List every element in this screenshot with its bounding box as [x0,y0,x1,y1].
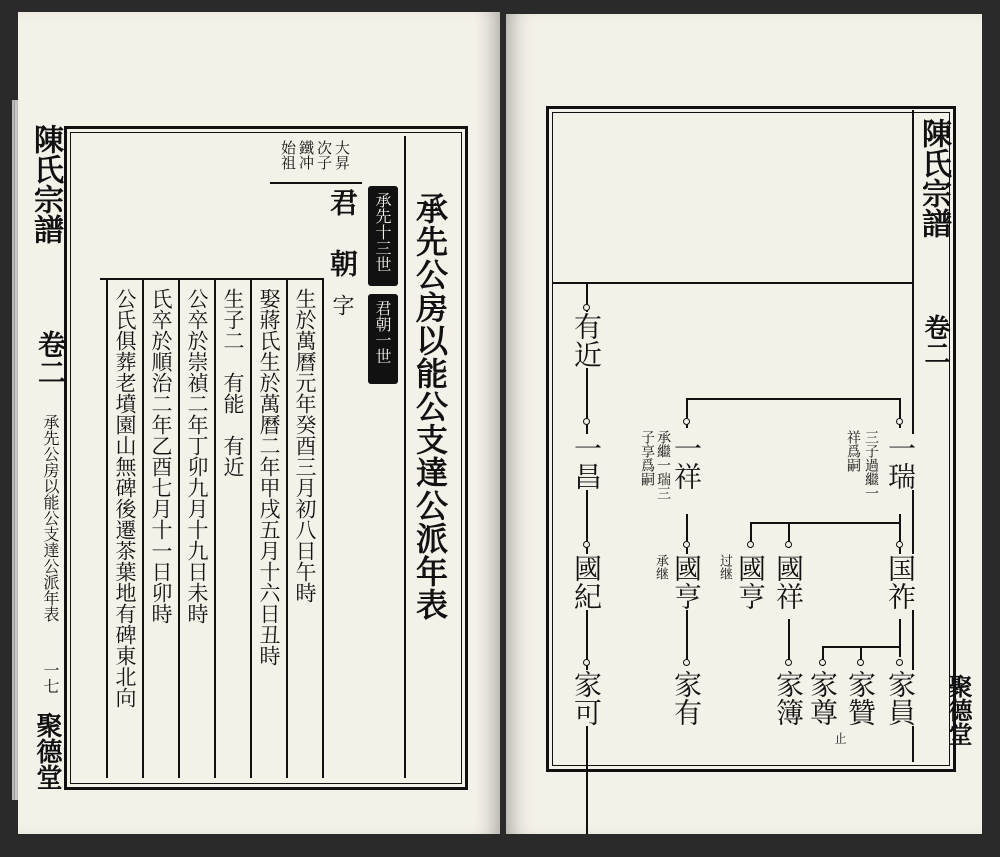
col-rule-1 [322,278,324,778]
node-yixiang: 一祥 [670,434,703,490]
note-yixiang-b: 承繼一瑞三 [655,430,671,500]
node-jiabu: 家簿 [772,670,805,726]
node-guoji: 國紀 [570,554,603,610]
node-guoheng-2: 國亨 [734,554,767,610]
node-jiazun: 家尊 [806,670,839,726]
margin-title: 陳氏宗譜 [28,124,63,244]
node-guoxiang: 國祥 [772,554,805,610]
left-page [18,12,500,834]
note-guoheng-2: 过继 [717,554,732,580]
person-name: 君 朝 [326,188,359,277]
node-dot [747,541,754,548]
node-dot [583,304,590,311]
node-dot [896,541,903,548]
right-margin-volume: 卷二 [920,314,950,366]
page-number: 一七 [41,662,60,694]
right-margin-title: 陳氏宗譜 [916,118,951,238]
node-youjin: 有近 [570,312,603,368]
margin-volume: 卷二 [34,330,67,386]
record-birth: 生於萬曆元年癸酉三月初八日午時 [293,288,317,603]
col-rule-3 [250,278,252,778]
node-dot [785,659,792,666]
right-hall-name: 聚德堂 [944,674,973,746]
header-rule [552,282,912,284]
record-burial: 公氏俱葬老墳園山無碑後遷茶葉地有碑東北向 [113,288,137,708]
node-dot [583,418,590,425]
note-jiazun: 止 [833,732,847,744]
node-dot [896,418,903,425]
node-dot [857,659,864,666]
record-top-rule [100,278,322,280]
hall-name: 聚德堂 [32,712,62,790]
node-jiazan: 家贊 [844,670,877,726]
node-dot [819,659,826,666]
margin-subtitle: 承先公房以能公支達公派年表 [41,414,60,622]
line-yirui-down [899,514,901,554]
node-dot [683,541,690,548]
node-dot [583,541,590,548]
right-page [506,14,982,834]
col-rule-4 [214,278,216,778]
zi-label: 字 [329,294,354,316]
node-dot [583,659,590,666]
note-cizi: 次子 [315,140,333,170]
col-rule-2 [286,278,288,778]
record-death-wife: 氏卒於順治二年乙酉七月十一日卯時 [149,288,173,624]
note-yixiang-a: 子享爲嗣 [639,430,655,486]
generation-label: 承先十三世 [373,192,392,272]
line-guozuo-down [899,619,901,657]
node-jiake: 家可 [570,670,603,726]
record-marriage: 娶蔣氏生於萬曆二年甲戌五月十六日丑時 [257,288,281,666]
node-guozuo: 国祚 [884,554,917,610]
node-jiayuan: 家員 [884,670,917,726]
node-guoheng-1: 國亨 [670,554,703,610]
node-yichang: 一昌 [570,434,603,490]
record-death-husband: 公卒於崇禎二年丁卯九月十九日未時 [185,288,209,624]
node-dot [785,541,792,548]
person-label: 君朝一世 [373,300,392,364]
note-yirui-a: 祥爲嗣 [845,430,861,472]
title-divider [404,136,406,778]
main-title: 承先公房以能公支達公派年表 [411,192,449,621]
line-gen2-bar [686,398,900,400]
note-yirui-b: 三子過繼一 [863,430,879,500]
note-dasheng: 大昇 [333,140,351,170]
note-shizu: 始祖 [279,140,297,170]
line-gen3-bar [750,522,900,524]
node-yirui: 一瑞 [884,434,917,490]
note-guoheng-1: 承继 [653,554,668,580]
col-rule-7 [106,278,108,778]
record-children: 生子二 有能 有近 [221,288,245,477]
node-dot [683,418,690,425]
note-tiechong: 鐵冲 [297,140,315,170]
col-rule-6 [142,278,144,778]
node-dot [896,659,903,666]
node-jiayou: 家有 [670,670,703,726]
note-divider [270,182,362,184]
col-rule-5 [178,278,180,778]
node-dot [683,659,690,666]
